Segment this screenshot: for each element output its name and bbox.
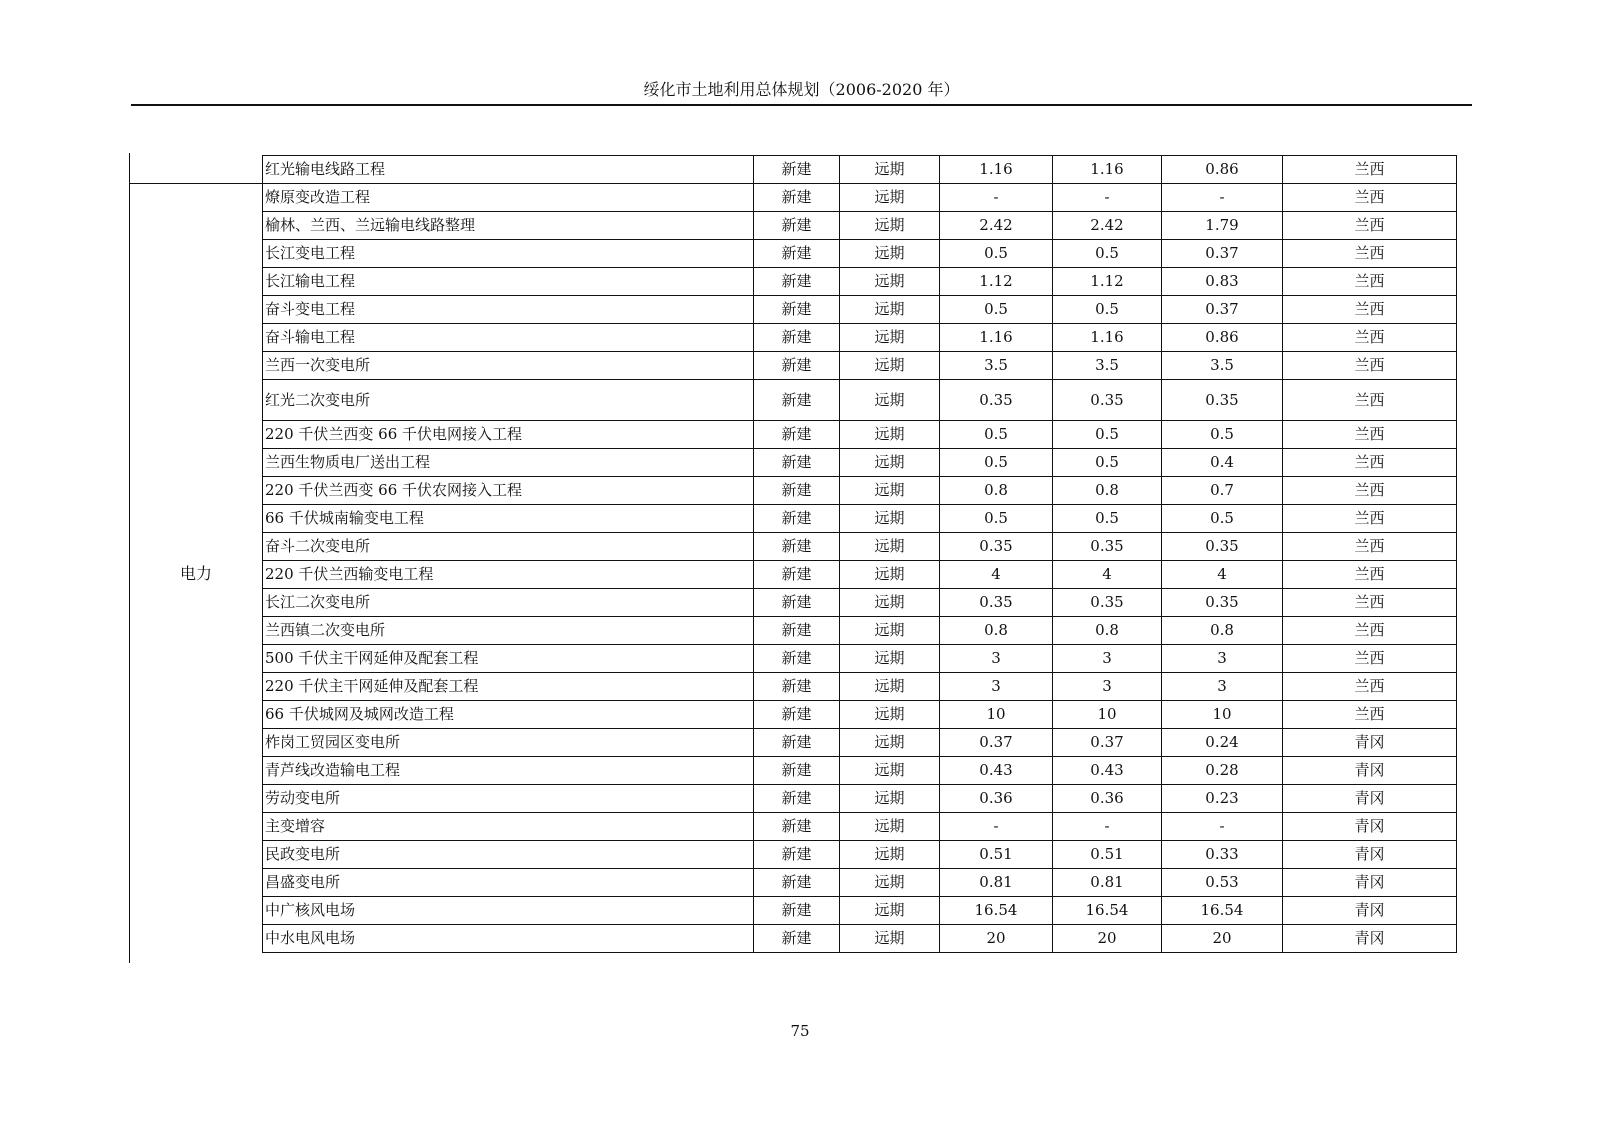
value-1-cell: 3 [940, 645, 1053, 673]
construction-type-cell: 新建 [754, 701, 840, 729]
value-3-cell: 3 [1162, 673, 1283, 701]
value-2-cell: 0.35 [1053, 533, 1162, 561]
table-row [263, 869, 1457, 897]
value-3-cell: 16.54 [1162, 897, 1283, 925]
project-name-cell: 红光输电线路工程 [263, 156, 754, 184]
value-2-cell: 3 [1053, 673, 1162, 701]
construction-type-cell: 新建 [754, 869, 840, 897]
value-2-cell: 3.5 [1053, 352, 1162, 380]
value-3-cell: 0.5 [1162, 505, 1283, 533]
project-name-cell: 长江变电工程 [263, 240, 754, 268]
value-1-cell: 0.81 [940, 869, 1053, 897]
value-1-cell: - [940, 813, 1053, 841]
period-cell: 远期 [840, 869, 940, 897]
header-rule [131, 104, 1472, 106]
construction-type-cell: 新建 [754, 925, 840, 953]
value-3-cell: 0.35 [1162, 380, 1283, 421]
construction-type-cell: 新建 [754, 673, 840, 701]
value-3-cell: 0.83 [1162, 268, 1283, 296]
location-cell: 兰西 [1283, 184, 1457, 212]
project-name-cell: 66 千伏城网及城网改造工程 [263, 701, 754, 729]
value-2-cell: 0.43 [1053, 757, 1162, 785]
value-2-cell: 0.35 [1053, 589, 1162, 617]
location-cell: 兰西 [1283, 617, 1457, 645]
value-1-cell: 4 [940, 561, 1053, 589]
value-3-cell: 0.7 [1162, 477, 1283, 505]
construction-type-cell: 新建 [754, 421, 840, 449]
table-row [263, 561, 1457, 589]
period-cell: 远期 [840, 477, 940, 505]
project-name-cell: 奋斗输电工程 [263, 324, 754, 352]
period-cell: 远期 [840, 813, 940, 841]
value-1-cell: 3 [940, 673, 1053, 701]
table-row [263, 897, 1457, 925]
value-3-cell: - [1162, 184, 1283, 212]
value-2-cell: 1.16 [1053, 324, 1162, 352]
value-2-cell: - [1053, 813, 1162, 841]
construction-type-cell: 新建 [754, 156, 840, 184]
value-2-cell: 3 [1053, 645, 1162, 673]
value-3-cell: 0.5 [1162, 421, 1283, 449]
location-cell: 兰西 [1283, 352, 1457, 380]
table-row [263, 617, 1457, 645]
value-2-cell: 0.5 [1053, 505, 1162, 533]
value-2-cell: 1.12 [1053, 268, 1162, 296]
project-name-cell: 兰西生物质电厂送出工程 [263, 449, 754, 477]
project-name-cell: 奋斗二次变电所 [263, 533, 754, 561]
location-cell: 兰西 [1283, 421, 1457, 449]
period-cell: 远期 [840, 505, 940, 533]
value-2-cell: - [1053, 184, 1162, 212]
value-3-cell: 0.24 [1162, 729, 1283, 757]
period-cell: 远期 [840, 268, 940, 296]
project-name-cell: 主变增容 [263, 813, 754, 841]
value-2-cell: 0.8 [1053, 617, 1162, 645]
project-name-cell: 民政变电所 [263, 841, 754, 869]
period-cell: 远期 [840, 729, 940, 757]
table-row [263, 352, 1457, 380]
project-name-cell: 红光二次变电所 [263, 380, 754, 421]
period-cell: 远期 [840, 156, 940, 184]
construction-type-cell: 新建 [754, 785, 840, 813]
value-3-cell: - [1162, 813, 1283, 841]
period-cell: 远期 [840, 589, 940, 617]
value-2-cell: 0.5 [1053, 421, 1162, 449]
location-cell: 青冈 [1283, 785, 1457, 813]
group-label: 电力 [179, 564, 212, 583]
value-2-cell: 0.81 [1053, 869, 1162, 897]
project-name-cell: 220 千伏兰西输变电工程 [263, 561, 754, 589]
group-column-divider [129, 183, 262, 184]
period-cell: 远期 [840, 925, 940, 953]
value-3-cell: 3.5 [1162, 352, 1283, 380]
table-row [263, 268, 1457, 296]
table-row [263, 380, 1457, 421]
construction-type-cell: 新建 [754, 645, 840, 673]
value-3-cell: 0.8 [1162, 617, 1283, 645]
location-cell: 兰西 [1283, 561, 1457, 589]
construction-type-cell: 新建 [754, 505, 840, 533]
table-row [263, 533, 1457, 561]
value-1-cell: 10 [940, 701, 1053, 729]
value-2-cell: 1.16 [1053, 156, 1162, 184]
value-3-cell: 0.35 [1162, 589, 1283, 617]
value-1-cell: 0.36 [940, 785, 1053, 813]
value-3-cell: 1.79 [1162, 212, 1283, 240]
project-name-cell: 青芦线改造输电工程 [263, 757, 754, 785]
value-3-cell: 0.35 [1162, 533, 1283, 561]
project-name-cell: 长江二次变电所 [263, 589, 754, 617]
period-cell: 远期 [840, 380, 940, 421]
table-row [263, 324, 1457, 352]
value-2-cell: 0.37 [1053, 729, 1162, 757]
project-name-cell: 劳动变电所 [263, 785, 754, 813]
location-cell: 兰西 [1283, 240, 1457, 268]
location-cell: 兰西 [1283, 380, 1457, 421]
location-cell: 青冈 [1283, 925, 1457, 953]
table-row [263, 184, 1457, 212]
period-cell: 远期 [840, 352, 940, 380]
period-cell: 远期 [840, 897, 940, 925]
construction-type-cell: 新建 [754, 533, 840, 561]
table-row [263, 729, 1457, 757]
period-cell: 远期 [840, 324, 940, 352]
period-cell: 远期 [840, 785, 940, 813]
period-cell: 远期 [840, 701, 940, 729]
value-3-cell: 20 [1162, 925, 1283, 953]
table-row [263, 156, 1457, 184]
construction-type-cell: 新建 [754, 561, 840, 589]
value-1-cell: 0.5 [940, 240, 1053, 268]
group-column-left-border [129, 153, 130, 963]
value-1-cell: - [940, 184, 1053, 212]
construction-type-cell: 新建 [754, 729, 840, 757]
period-cell: 远期 [840, 296, 940, 324]
value-1-cell: 1.16 [940, 324, 1053, 352]
period-cell: 远期 [840, 757, 940, 785]
construction-type-cell: 新建 [754, 897, 840, 925]
value-2-cell: 10 [1053, 701, 1162, 729]
location-cell: 青冈 [1283, 757, 1457, 785]
table-row [263, 240, 1457, 268]
project-name-cell: 500 千伏主干网延伸及配套工程 [263, 645, 754, 673]
value-2-cell: 0.36 [1053, 785, 1162, 813]
project-name-cell: 220 千伏兰西变 66 千伏农网接入工程 [263, 477, 754, 505]
value-3-cell: 0.23 [1162, 785, 1283, 813]
project-name-cell: 中广核风电场 [263, 897, 754, 925]
construction-type-cell: 新建 [754, 240, 840, 268]
project-name-cell: 昌盛变电所 [263, 869, 754, 897]
value-1-cell: 0.35 [940, 533, 1053, 561]
page-number: 75 [790, 1022, 810, 1040]
value-3-cell: 0.37 [1162, 240, 1283, 268]
construction-type-cell: 新建 [754, 841, 840, 869]
construction-type-cell: 新建 [754, 324, 840, 352]
table-row [263, 212, 1457, 240]
value-1-cell: 0.35 [940, 589, 1053, 617]
value-2-cell: 0.5 [1053, 240, 1162, 268]
location-cell: 青冈 [1283, 869, 1457, 897]
value-1-cell: 0.8 [940, 617, 1053, 645]
table-row [263, 925, 1457, 953]
project-name-cell: 兰西一次变电所 [263, 352, 754, 380]
period-cell: 远期 [840, 449, 940, 477]
table-row [263, 673, 1457, 701]
value-1-cell: 0.5 [940, 505, 1053, 533]
value-3-cell: 0.53 [1162, 869, 1283, 897]
construction-type-cell: 新建 [754, 212, 840, 240]
table-row [263, 701, 1457, 729]
location-cell: 兰西 [1283, 477, 1457, 505]
value-3-cell: 0.86 [1162, 324, 1283, 352]
location-cell: 青冈 [1283, 897, 1457, 925]
value-1-cell: 0.43 [940, 757, 1053, 785]
project-name-cell: 奋斗变电工程 [263, 296, 754, 324]
location-cell: 青冈 [1283, 729, 1457, 757]
value-1-cell: 1.12 [940, 268, 1053, 296]
value-1-cell: 0.51 [940, 841, 1053, 869]
project-name-cell: 柞岗工贸园区变电所 [263, 729, 754, 757]
construction-type-cell: 新建 [754, 268, 840, 296]
table-row [263, 449, 1457, 477]
location-cell: 兰西 [1283, 645, 1457, 673]
construction-type-cell: 新建 [754, 589, 840, 617]
period-cell: 远期 [840, 184, 940, 212]
period-cell: 远期 [840, 240, 940, 268]
location-cell: 青冈 [1283, 813, 1457, 841]
location-cell: 兰西 [1283, 156, 1457, 184]
page-header-title: 绥化市土地利用总体规划（2006-2020 年） [643, 80, 960, 99]
construction-type-cell: 新建 [754, 380, 840, 421]
value-2-cell: 0.5 [1053, 449, 1162, 477]
value-2-cell: 2.42 [1053, 212, 1162, 240]
table-body [263, 156, 1457, 953]
project-name-cell: 榆林、兰西、兰远输电线路整理 [263, 212, 754, 240]
value-2-cell: 4 [1053, 561, 1162, 589]
value-3-cell: 0.28 [1162, 757, 1283, 785]
value-2-cell: 0.35 [1053, 380, 1162, 421]
table-row [263, 645, 1457, 673]
period-cell: 远期 [840, 645, 940, 673]
value-3-cell: 3 [1162, 645, 1283, 673]
value-2-cell: 0.51 [1053, 841, 1162, 869]
value-3-cell: 0.4 [1162, 449, 1283, 477]
table-row [263, 841, 1457, 869]
value-1-cell: 0.5 [940, 449, 1053, 477]
period-cell: 远期 [840, 561, 940, 589]
period-cell: 远期 [840, 841, 940, 869]
construction-type-cell: 新建 [754, 617, 840, 645]
project-name-cell: 中水电风电场 [263, 925, 754, 953]
value-1-cell: 0.35 [940, 380, 1053, 421]
value-1-cell: 16.54 [940, 897, 1053, 925]
value-2-cell: 20 [1053, 925, 1162, 953]
construction-type-cell: 新建 [754, 352, 840, 380]
value-1-cell: 2.42 [940, 212, 1053, 240]
location-cell: 兰西 [1283, 212, 1457, 240]
project-name-cell: 长江输电工程 [263, 268, 754, 296]
table-row [263, 785, 1457, 813]
value-2-cell: 16.54 [1053, 897, 1162, 925]
project-name-cell: 220 千伏主干网延伸及配套工程 [263, 673, 754, 701]
value-1-cell: 3.5 [940, 352, 1053, 380]
location-cell: 兰西 [1283, 449, 1457, 477]
location-cell: 兰西 [1283, 505, 1457, 533]
location-cell: 兰西 [1283, 324, 1457, 352]
value-1-cell: 0.8 [940, 477, 1053, 505]
table-row [263, 757, 1457, 785]
location-cell: 兰西 [1283, 268, 1457, 296]
table-row [263, 813, 1457, 841]
construction-type-cell: 新建 [754, 296, 840, 324]
construction-type-cell: 新建 [754, 477, 840, 505]
period-cell: 远期 [840, 212, 940, 240]
table-row [263, 477, 1457, 505]
period-cell: 远期 [840, 617, 940, 645]
value-1-cell: 0.37 [940, 729, 1053, 757]
location-cell: 兰西 [1283, 673, 1457, 701]
value-3-cell: 10 [1162, 701, 1283, 729]
value-1-cell: 0.5 [940, 296, 1053, 324]
project-name-cell: 66 千伏城南输变电工程 [263, 505, 754, 533]
period-cell: 远期 [840, 673, 940, 701]
value-2-cell: 0.8 [1053, 477, 1162, 505]
location-cell: 兰西 [1283, 533, 1457, 561]
value-3-cell: 4 [1162, 561, 1283, 589]
construction-type-cell: 新建 [754, 757, 840, 785]
value-2-cell: 0.5 [1053, 296, 1162, 324]
location-cell: 青冈 [1283, 841, 1457, 869]
projects-table [262, 155, 1457, 953]
value-3-cell: 0.37 [1162, 296, 1283, 324]
project-name-cell: 220 千伏兰西变 66 千伏电网接入工程 [263, 421, 754, 449]
value-1-cell: 0.5 [940, 421, 1053, 449]
period-cell: 远期 [840, 421, 940, 449]
construction-type-cell: 新建 [754, 184, 840, 212]
location-cell: 兰西 [1283, 701, 1457, 729]
construction-type-cell: 新建 [754, 449, 840, 477]
table-row [263, 421, 1457, 449]
period-cell: 远期 [840, 533, 940, 561]
construction-type-cell: 新建 [754, 813, 840, 841]
table-row [263, 296, 1457, 324]
value-1-cell: 20 [940, 925, 1053, 953]
project-name-cell: 燎原变改造工程 [263, 184, 754, 212]
value-3-cell: 0.33 [1162, 841, 1283, 869]
table-row [263, 589, 1457, 617]
location-cell: 兰西 [1283, 296, 1457, 324]
project-name-cell: 兰西镇二次变电所 [263, 617, 754, 645]
table-row [263, 505, 1457, 533]
value-3-cell: 0.86 [1162, 156, 1283, 184]
value-1-cell: 1.16 [940, 156, 1053, 184]
location-cell: 兰西 [1283, 589, 1457, 617]
